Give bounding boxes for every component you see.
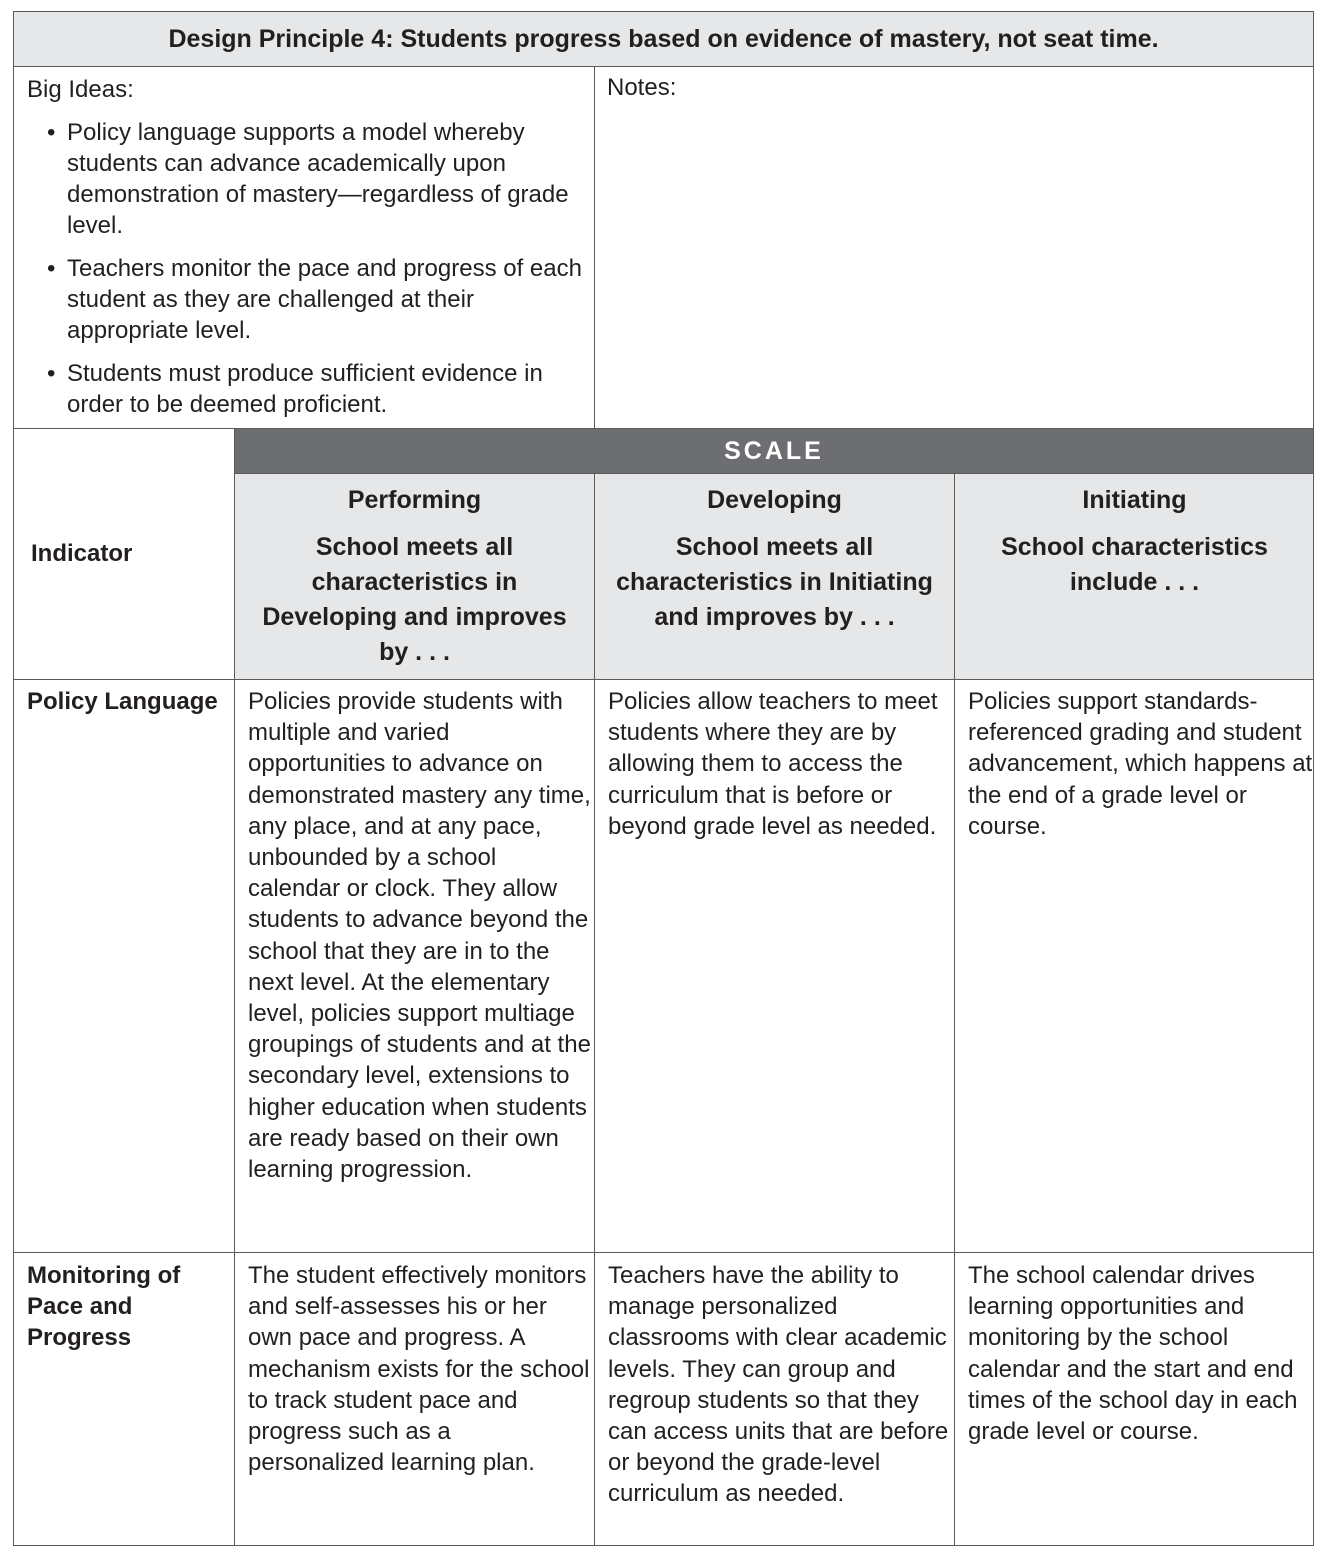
table-cell: The school calendar drives learning opportunities and monitoring by the school calendar and the start and end times of the school day in each grade level or course. xyxy=(968,1262,1298,1446)
column-level: Performing xyxy=(347,486,482,514)
table-cell: Policies provide students with multiple and varied opportunities to advance on demonstrated mastery any time, any place, and at any pace, unbounded by a school calendar or clock. They allow students to advance beyond the school that they are in to the next level. At the elementary level, policies support multiage groupings of students and at the secondary level, extensions to higher education when students are ready based on their own learning progression. xyxy=(248,688,591,1184)
table-cell: Teachers have the ability to manage personalized classrooms with clear academic levels. They can group and regroup students so that they can access units that are before or beyond the grade-level curriculum as needed. xyxy=(608,1262,949,1508)
column-header-developing xyxy=(595,473,954,679)
scale-label: SCALE xyxy=(724,436,824,465)
table-cell: Policies support standards-referenced grading and student advancement, which happens at the end of a grade level or course. xyxy=(968,688,1313,840)
divider xyxy=(14,1252,1313,1253)
table-cell: The student effectively monitors and self-assesses his or her own pace and progress. A mechanism exists for the school to track student pace and progress such as a personalized learning plan. xyxy=(248,1262,590,1477)
column-level: Developing xyxy=(707,486,842,514)
scale-header xyxy=(235,429,1313,473)
big-ideas-list xyxy=(27,117,587,420)
list-item: • Policy language supports a model whereby students can advance academically upon demonstration of mastery—regardless of grade level. xyxy=(27,117,587,241)
page-title: Design Principle 4: Students progress based on evidence of mastery, not seat time. xyxy=(168,24,1159,53)
list-item: • Students must produce sufficient evidence in order to be deemed proficient. xyxy=(27,358,587,420)
column-description: School characteristics include . . . xyxy=(1001,533,1268,596)
column-header-initiating xyxy=(955,473,1314,679)
column-description: School meets all characteristics in Developing and improves by . . . xyxy=(262,533,567,666)
column-description: School meets all characteristics in Initiating and improves by . . . xyxy=(616,533,933,631)
divider xyxy=(14,679,1313,680)
row-indicator-policy-language: Policy Language xyxy=(27,688,218,715)
notes-label: Notes: xyxy=(607,74,677,101)
list-item: • Teachers monitor the pace and progress of each student as they are challenged at their appropriate level. xyxy=(27,253,587,346)
indicator-column-label: Indicator xyxy=(31,540,133,567)
big-ideas-section xyxy=(27,74,587,432)
divider xyxy=(235,473,1313,474)
title-bar xyxy=(14,12,1313,66)
divider xyxy=(594,66,595,429)
column-header-performing xyxy=(235,473,594,679)
column-level: Initiating xyxy=(1082,486,1187,514)
big-ideas-label: Big Ideas: xyxy=(27,76,134,103)
divider xyxy=(594,473,595,1545)
rubric-table xyxy=(13,11,1314,1546)
table-cell: Policies allow teachers to meet students where they are by allowing them to access the curriculum that is before or beyond grade level as needed. xyxy=(608,688,938,840)
divider xyxy=(234,429,235,1545)
divider xyxy=(14,66,1313,67)
divider xyxy=(954,473,955,1545)
row-indicator-monitoring: Monitoring of Pace and Progress xyxy=(27,1262,181,1351)
